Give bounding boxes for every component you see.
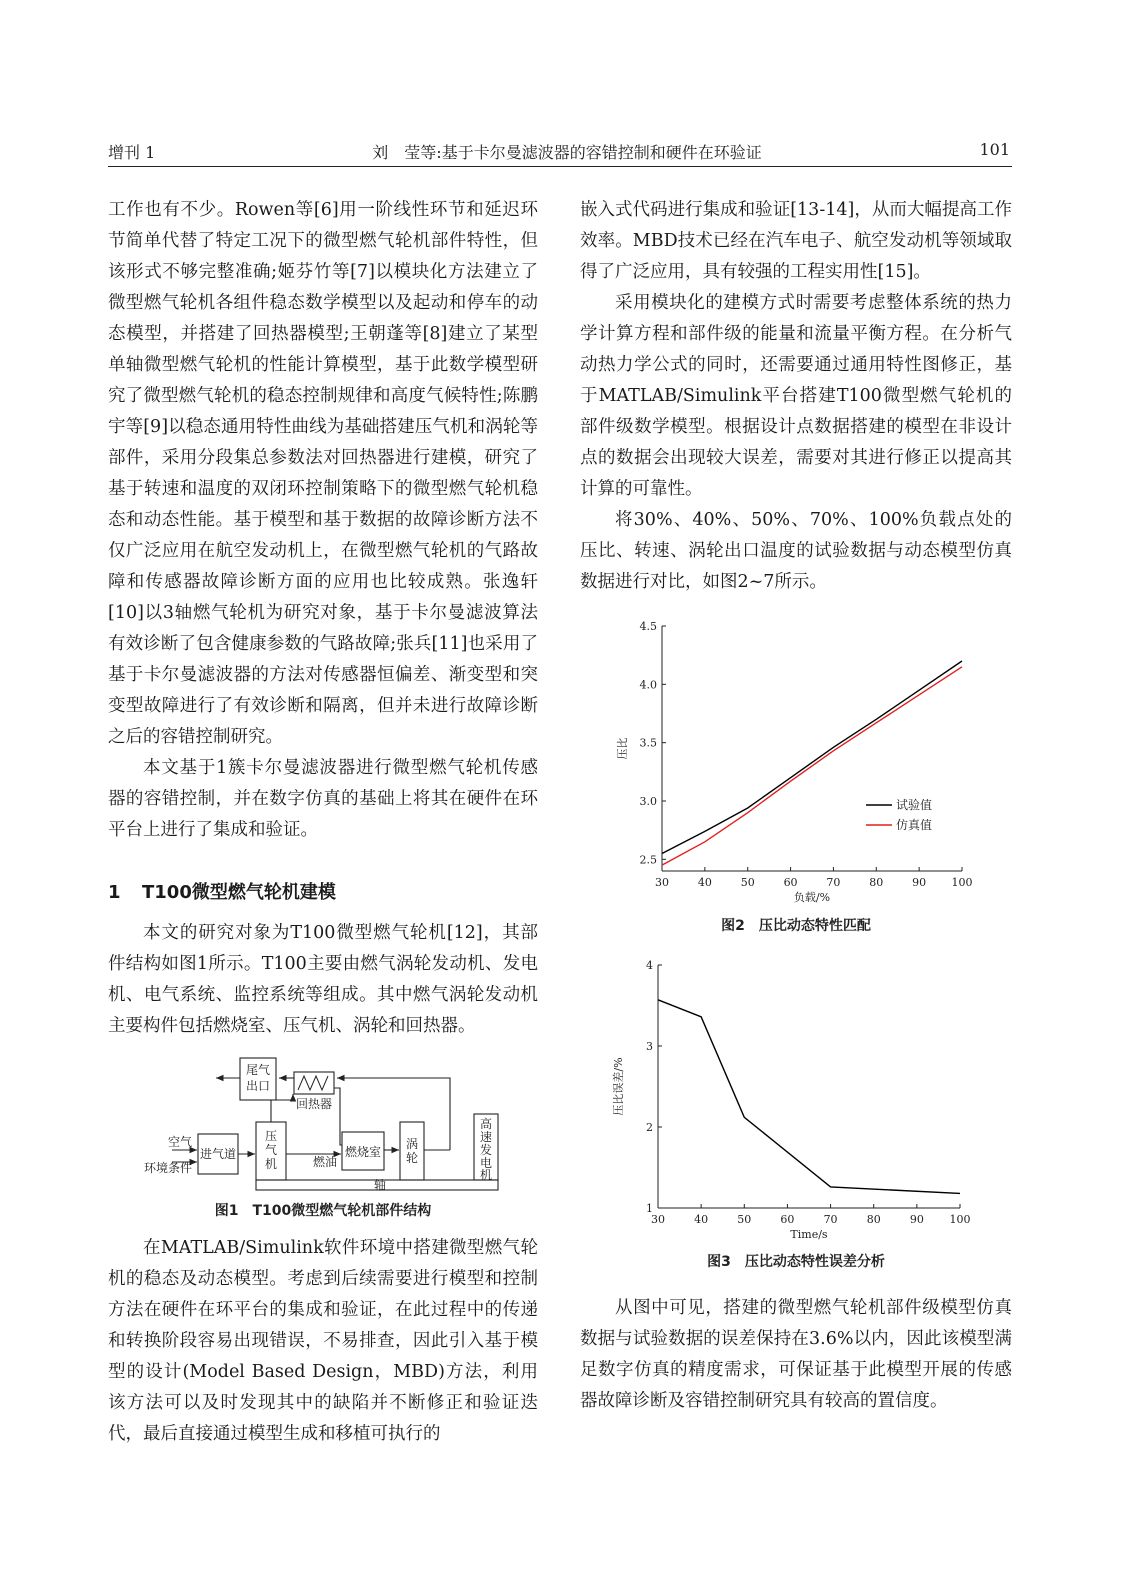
compressor-label-2: 气 (264, 1143, 278, 1157)
y-tick-label: 2.5 (639, 853, 657, 867)
figure2-caption: 图2 压比动态特性匹配 (721, 918, 871, 934)
right-column (580, 195, 1012, 598)
y-tick-label: 1 (646, 1202, 653, 1215)
compressor-label-1: 压 (264, 1129, 278, 1143)
y-tick-label: 3.0 (639, 795, 657, 808)
x-tick-label: 100 (951, 876, 973, 889)
x-tick-label: 80 (869, 876, 884, 889)
generator-label-3: 发 (479, 1143, 493, 1157)
x-tick-label: 60 (783, 876, 798, 889)
x-tick-label: 40 (694, 1213, 709, 1226)
x-tick-label: 30 (655, 876, 669, 889)
turbine-label-1: 涡 (405, 1137, 419, 1151)
y-tick-label: 4 (646, 959, 653, 972)
x-tick-label: 90 (912, 876, 927, 889)
recuperator-label: 回热器 (295, 1097, 333, 1111)
x-tick-label: 80 (866, 1213, 881, 1226)
right-column-bottom (580, 1293, 1012, 1417)
journal-issue: 增刊 1 (108, 143, 156, 162)
x-tick-label: 90 (909, 1213, 924, 1226)
paragraph-mbd: 在MATLAB/Simulink软件环境中搭建微型燃气轮机的稳态及动态模型。考虑到后续需要进行模型和控制方法在硬件在环平台的集成和验证，在此过程中的传递和转换阶段容易出现错误，不易排查，因此引入基于模型的设计(Model Based Design，MBD)方法，利用该方法可以及时发现其中的缺陷并不断修正和验证迭代，最后直接通过模型生成和移植可执行的 (108, 1238, 538, 1444)
y-tick-label: 4.0 (639, 678, 657, 692)
generator-label-1: 高 (479, 1117, 493, 1131)
y-tick-label: 4.5 (639, 620, 657, 633)
y-axis-label: 压比 (616, 737, 629, 760)
series-line (658, 1000, 960, 1194)
turbine-label-2: 轮 (405, 1151, 419, 1165)
generator-label-5: 机 (479, 1168, 493, 1182)
x-tick-label: 70 (823, 1213, 838, 1226)
y-tick-label: 3.5 (639, 736, 657, 750)
combustor-label: 燃烧室 (344, 1145, 382, 1159)
x-axis-label: Time/s (790, 1228, 828, 1241)
x-axis-label: 负载/% (793, 891, 831, 904)
recuperator-box (294, 1072, 334, 1094)
paragraph-modeling: 采用模块化的建模方式时需要考虑整体系统的热力学计算方程和部件级的能量和流量平衡方程。在分析气动热力学公式的同时，还需要通过通用特性图修正，基于MATLAB/Simulink平台搭建T100微型燃气轮机的部件级数学模型。根据设计点数据搭建的模型在非设计点的数据会出现较大误差，需要对其进行修正以提高其计算的可靠性。 (580, 293, 1012, 499)
running-title: 刘 莹等:基于卡尔曼滤波器的容错控制和硬件在环验证 (372, 143, 762, 162)
exhaust-label-2: 出口 (245, 1079, 271, 1093)
air-label: 空气 (168, 1135, 193, 1149)
figure2-chart (610, 615, 990, 910)
left-column (108, 195, 538, 846)
legend-label: 仿真值 (896, 818, 933, 832)
generator-label-2: 速 (479, 1130, 493, 1144)
left-column-lower (108, 918, 538, 1042)
header-rule (108, 166, 1012, 167)
figure1-diagram (144, 1050, 520, 1200)
left-column-bottom (108, 1233, 538, 1450)
generator-label-4: 电 (479, 1156, 493, 1170)
paragraph-literature: 工作也有不少。Rowen等[6]用一阶线性环节和延迟环节简单代替了特定工况下的微型燃气轮机部件特性，但该形式不够完整准确;姬芬竹等[7]以模块化方法建立了微型燃气轮机各组件稳态数学模型以及起动和停车的动态模型，并搭建了回热器模型;王朝蓬等[8]建立了某型单轴微型燃气轮机的性能计算模型，基于此数学模型研究了微型燃气轮机的稳态控制规律和高度气候特性;陈鹏宇等[9]以稳态通用特性曲线为基础搭建压气机和涡轮等部件，采用分段集总参数法对回热器进行建模，研究了基于转速和温度的双闭环控制策略下的微型燃气轮机稳态和动态性能。基于模型和基于数据的故障诊断方法不仅广泛应用在航空发动机上，在微型燃气轮机的气路故障和传感器故障诊断方面的应用也比较成熟。张逸轩[10]以3轴燃气轮机为研究对象，基于卡尔曼滤波算法有效诊断了包含健康参数的气路故障;张兵[11]也采用了基于卡尔曼滤波器的方法对传感器恒偏差、渐变型和突变型故障进行了有效诊断和隔离，但并未进行故障诊断之后的容错控制研究。 (108, 200, 538, 747)
x-tick-label: 30 (651, 1213, 665, 1226)
paragraph-comparison: 将30%、40%、50%、70%、100%负载点处的压比、转速、涡轮出口温度的试验数据与动态模型仿真数据进行对比，如图2~7所示。 (580, 510, 1012, 592)
section-title: T100微型燃气轮机建模 (142, 882, 336, 903)
exhaust-label-1: 尾气 (245, 1063, 271, 1077)
section-number: 1 (108, 882, 121, 903)
y-tick-label: 3 (646, 1040, 653, 1053)
figure1-caption: 图1 T100微型燃气轮机部件结构 (214, 1203, 432, 1219)
figure3-caption: 图3 压比动态特性误差分析 (707, 1254, 885, 1270)
paragraph-contribution: 本文基于1簇卡尔曼滤波器进行微型燃气轮机传感器的容错控制，并在数字仿真的基础上将其在硬件在环平台上进行了集成和验证。 (108, 758, 538, 840)
y-tick-label: 2 (646, 1121, 653, 1134)
figure3-chart (610, 955, 990, 1245)
paragraph-mbd-continued: 嵌入式代码进行集成和验证[13-14]，从而大幅提高工作效率。MBD技术已经在汽车电子、航空发动机等领域取得了广泛应用，具有较强的工程实用性[15]。 (580, 200, 1012, 282)
x-tick-label: 70 (826, 876, 841, 889)
fuel-label: 燃油 (312, 1155, 338, 1169)
inlet-label: 进气道 (199, 1147, 237, 1161)
legend-label: 试验值 (896, 798, 933, 812)
series-line (662, 667, 962, 865)
x-tick-label: 100 (949, 1213, 971, 1226)
paragraph-structure: 本文的研究对象为T100微型燃气轮机[12]，其部件结构如图1所示。T100主要由燃气涡轮发动机、发电机、电气系统、监控系统等组成。其中燃气涡轮发动机主要构件包括燃烧室、压气机、涡轮和回热器。 (108, 923, 538, 1036)
ambient-label: 环境条件 (144, 1161, 193, 1175)
x-tick-label: 60 (780, 1213, 795, 1226)
x-tick-label: 50 (740, 876, 755, 889)
x-tick-label: 40 (697, 876, 712, 889)
compressor-label-3: 机 (264, 1157, 278, 1171)
page-number: 101 (979, 140, 1010, 159)
x-tick-label: 50 (737, 1213, 752, 1226)
shaft-label: 轴 (373, 1178, 387, 1192)
section-heading (108, 878, 538, 904)
y-axis-label: 压比误差/% (612, 1057, 625, 1116)
paragraph-conclusion: 从图中可见，搭建的微型燃气轮机部件级模型仿真数据与试验数据的误差保持在3.6%以内，因此该模型满足数字仿真的精度需求，可保证基于此模型开展的传感器故障诊断及容错控制研究具有较高的置信度。 (580, 1298, 1012, 1411)
